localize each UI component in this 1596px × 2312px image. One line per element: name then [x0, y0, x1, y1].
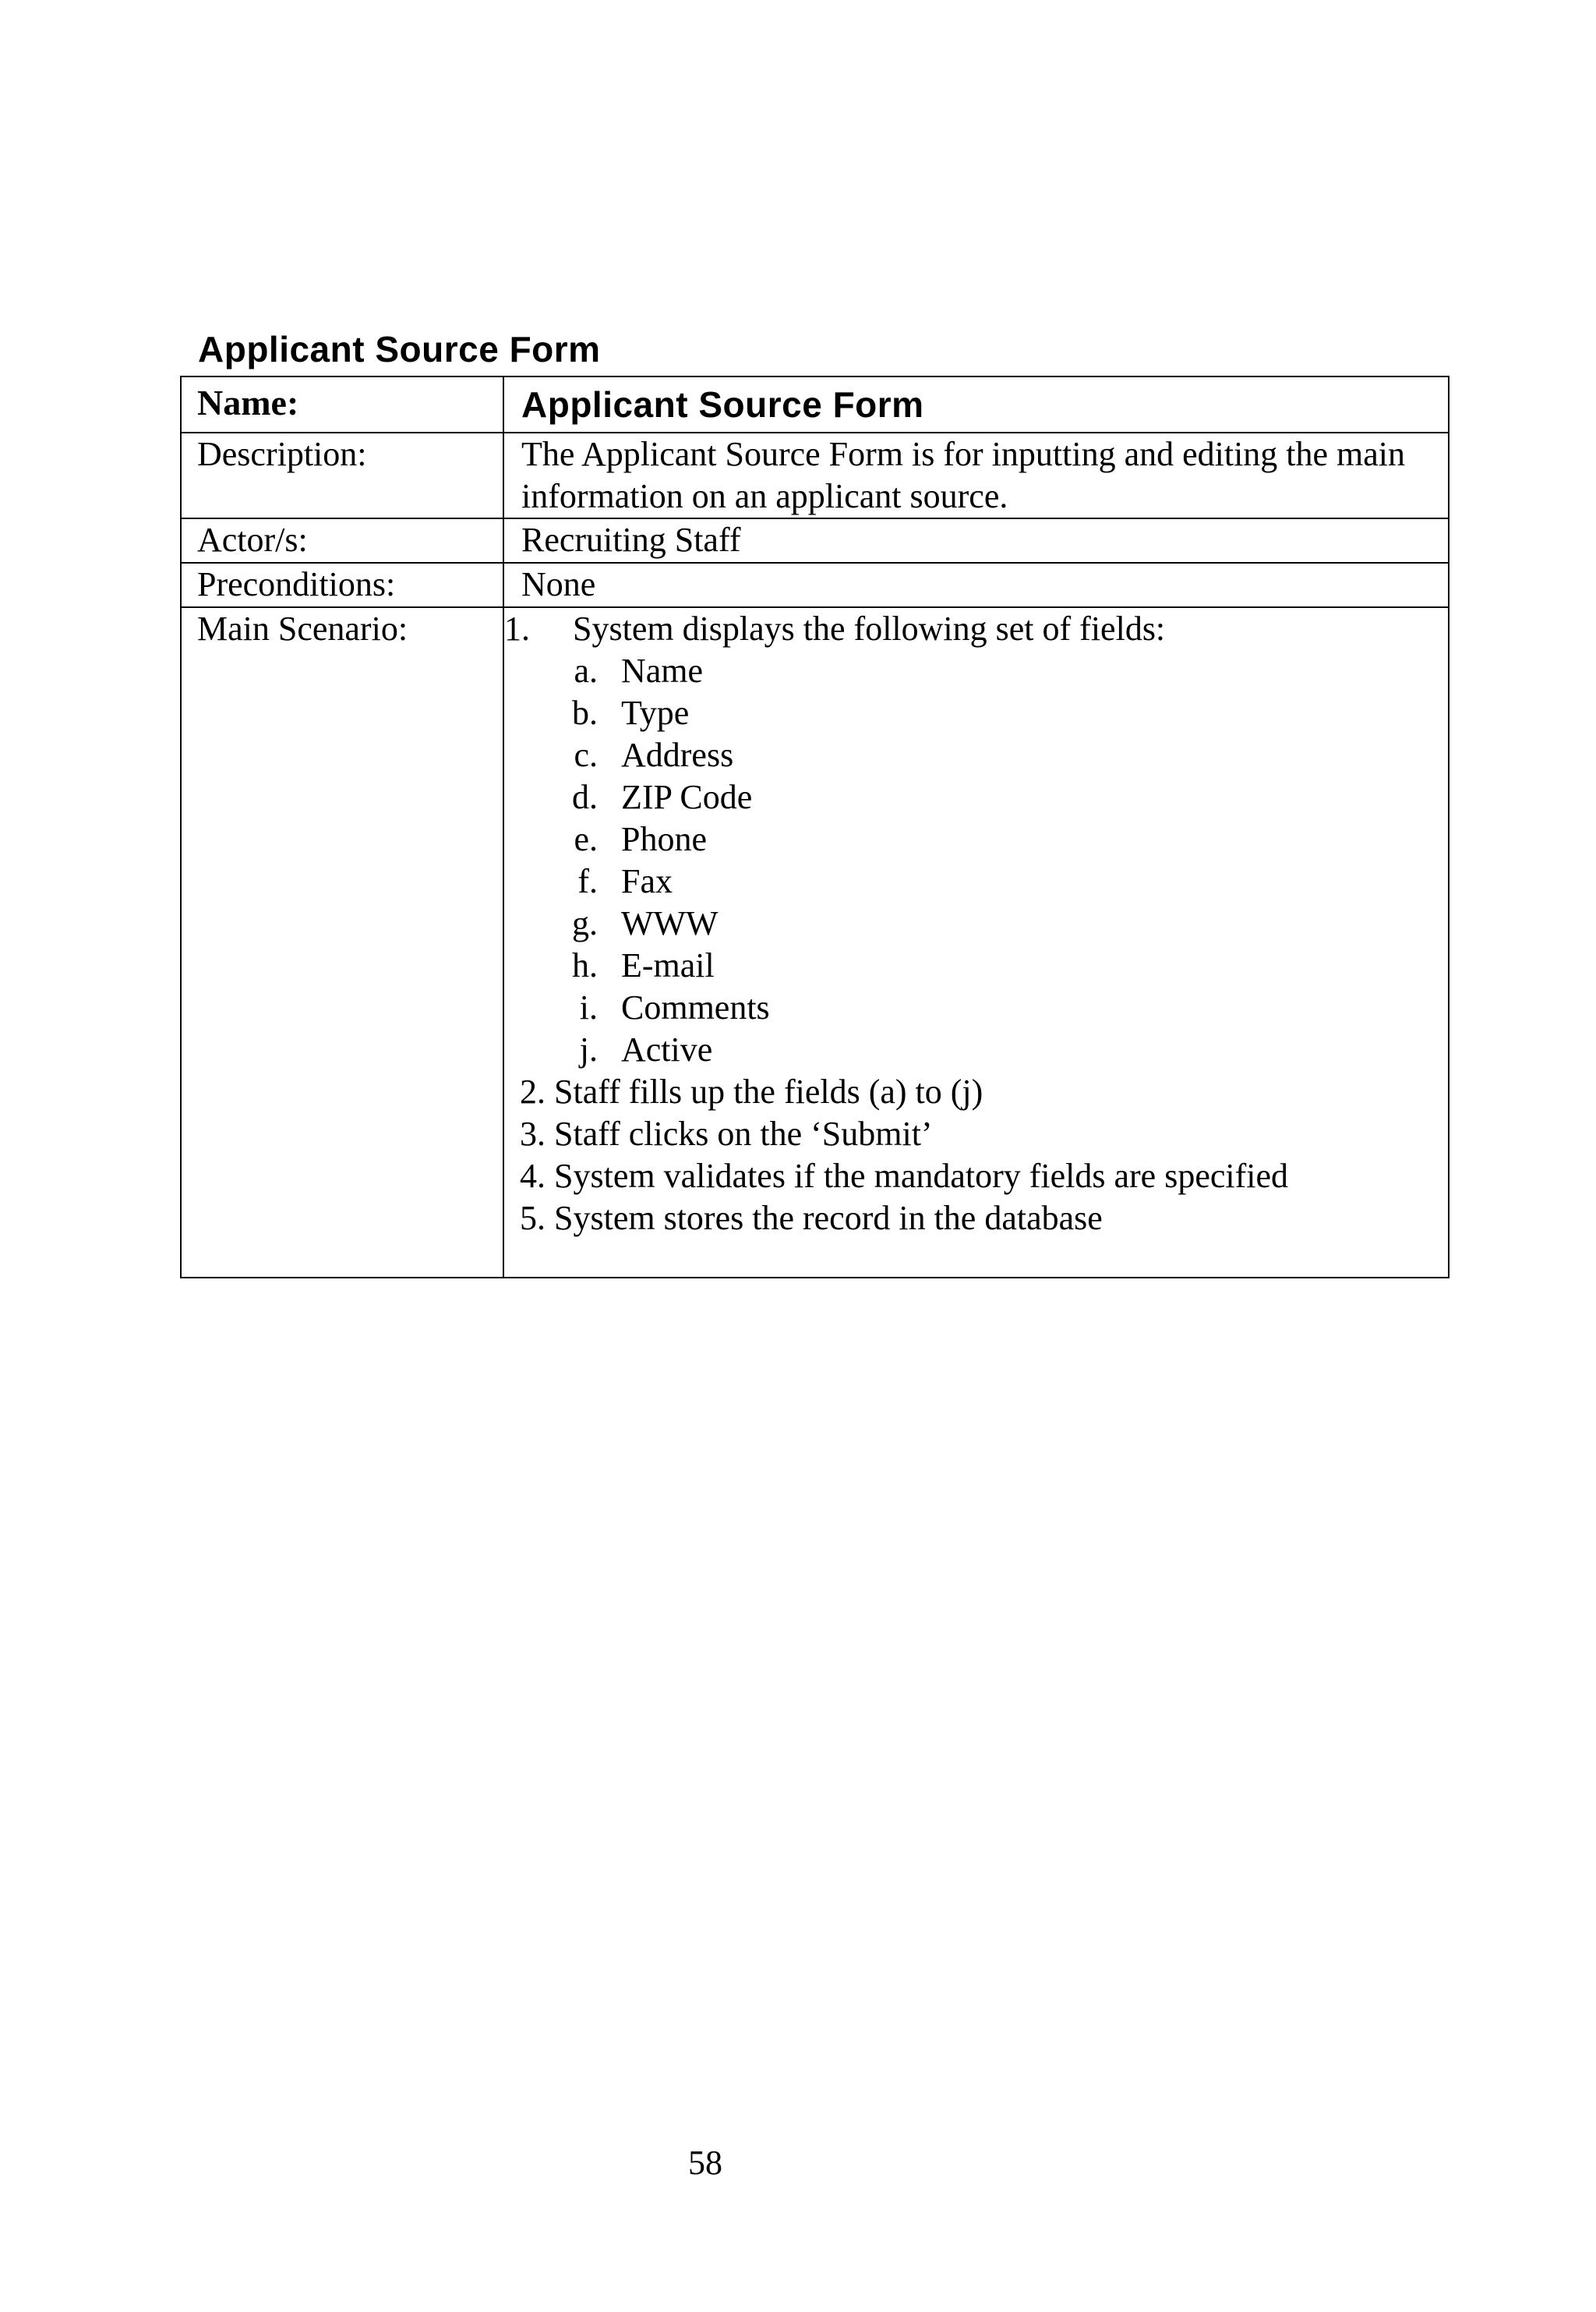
name-label-cell [181, 376, 503, 433]
field-text: E-mail [621, 946, 715, 985]
field-text: Address [621, 736, 734, 774]
scenario-step: 2. Staff fills up the fields (a) to (j) [520, 1073, 983, 1111]
scenario-step-1 [504, 608, 1448, 650]
main-scenario-value-cell [503, 607, 1449, 1278]
preconditions-label: Preconditions: [197, 565, 396, 603]
description-value: The Applicant Source Form is for inputting and editing the main information on an applicant source. [521, 435, 1406, 515]
field-text: Active [621, 1031, 713, 1069]
description-label-cell [181, 433, 503, 518]
row-description [181, 433, 1449, 518]
field-list-item [543, 861, 1448, 903]
field-text: WWW [621, 904, 719, 942]
scenario-steps [504, 1071, 1448, 1239]
name-value-cell [503, 376, 1449, 433]
field-list [504, 650, 1448, 1071]
preconditions-value-cell [503, 563, 1449, 607]
field-text: Name [621, 652, 704, 690]
scenario-step: 5. System stores the record in the database [520, 1199, 1103, 1237]
actors-label: Actor/s: [197, 521, 308, 559]
field-list-item [543, 903, 1448, 945]
section-heading: Applicant Source Form [198, 329, 601, 369]
field-list-item [543, 776, 1448, 818]
field-list-item [543, 818, 1448, 861]
field-text: Fax [621, 862, 673, 900]
name-value: Applicant Source Form [521, 384, 924, 425]
row-actors [181, 518, 1449, 563]
main-scenario-label-cell [181, 607, 503, 1278]
field-marker: d. [572, 778, 598, 816]
step-1-text: System displays the following set of fields: [573, 610, 1166, 648]
field-marker: f. [577, 862, 598, 900]
field-list-item [543, 987, 1448, 1029]
description-label: Description: [197, 435, 367, 473]
row-preconditions [181, 563, 1449, 607]
field-text: ZIP Code [621, 778, 753, 816]
scenario-step: 4. System validates if the mandatory fields are specified [520, 1157, 1289, 1195]
name-label: Name: [197, 383, 299, 422]
field-marker: i. [579, 988, 598, 1027]
description-value-cell [503, 433, 1449, 518]
field-list-item [543, 692, 1448, 734]
field-marker: c. [574, 736, 598, 774]
preconditions-value: None [521, 565, 596, 603]
field-marker: e. [574, 820, 598, 858]
field-list-item [543, 734, 1448, 776]
field-marker: g. [572, 904, 598, 942]
field-text: Comments [621, 988, 770, 1027]
field-text: Type [621, 694, 690, 732]
field-marker: a. [574, 652, 598, 690]
field-list-item [543, 650, 1448, 692]
scenario-step: 3. Staff clicks on the ‘Submit’ [520, 1115, 933, 1153]
field-marker: b. [572, 694, 598, 732]
row-name [181, 376, 1449, 433]
actors-value: Recruiting Staff [521, 521, 741, 559]
actors-value-cell [503, 518, 1449, 563]
field-list-item [543, 945, 1448, 987]
actors-label-cell [181, 518, 503, 563]
use-case-table [180, 376, 1449, 1278]
row-main-scenario [181, 607, 1449, 1278]
field-list-item [543, 1029, 1448, 1071]
field-marker: h. [572, 946, 598, 985]
preconditions-label-cell [181, 563, 503, 607]
page-number: 58 [688, 2144, 722, 2182]
step-1-number: 1. [504, 610, 530, 648]
field-marker: j. [579, 1031, 598, 1069]
field-text: Phone [621, 820, 707, 858]
main-scenario-label: Main Scenario: [197, 610, 408, 648]
